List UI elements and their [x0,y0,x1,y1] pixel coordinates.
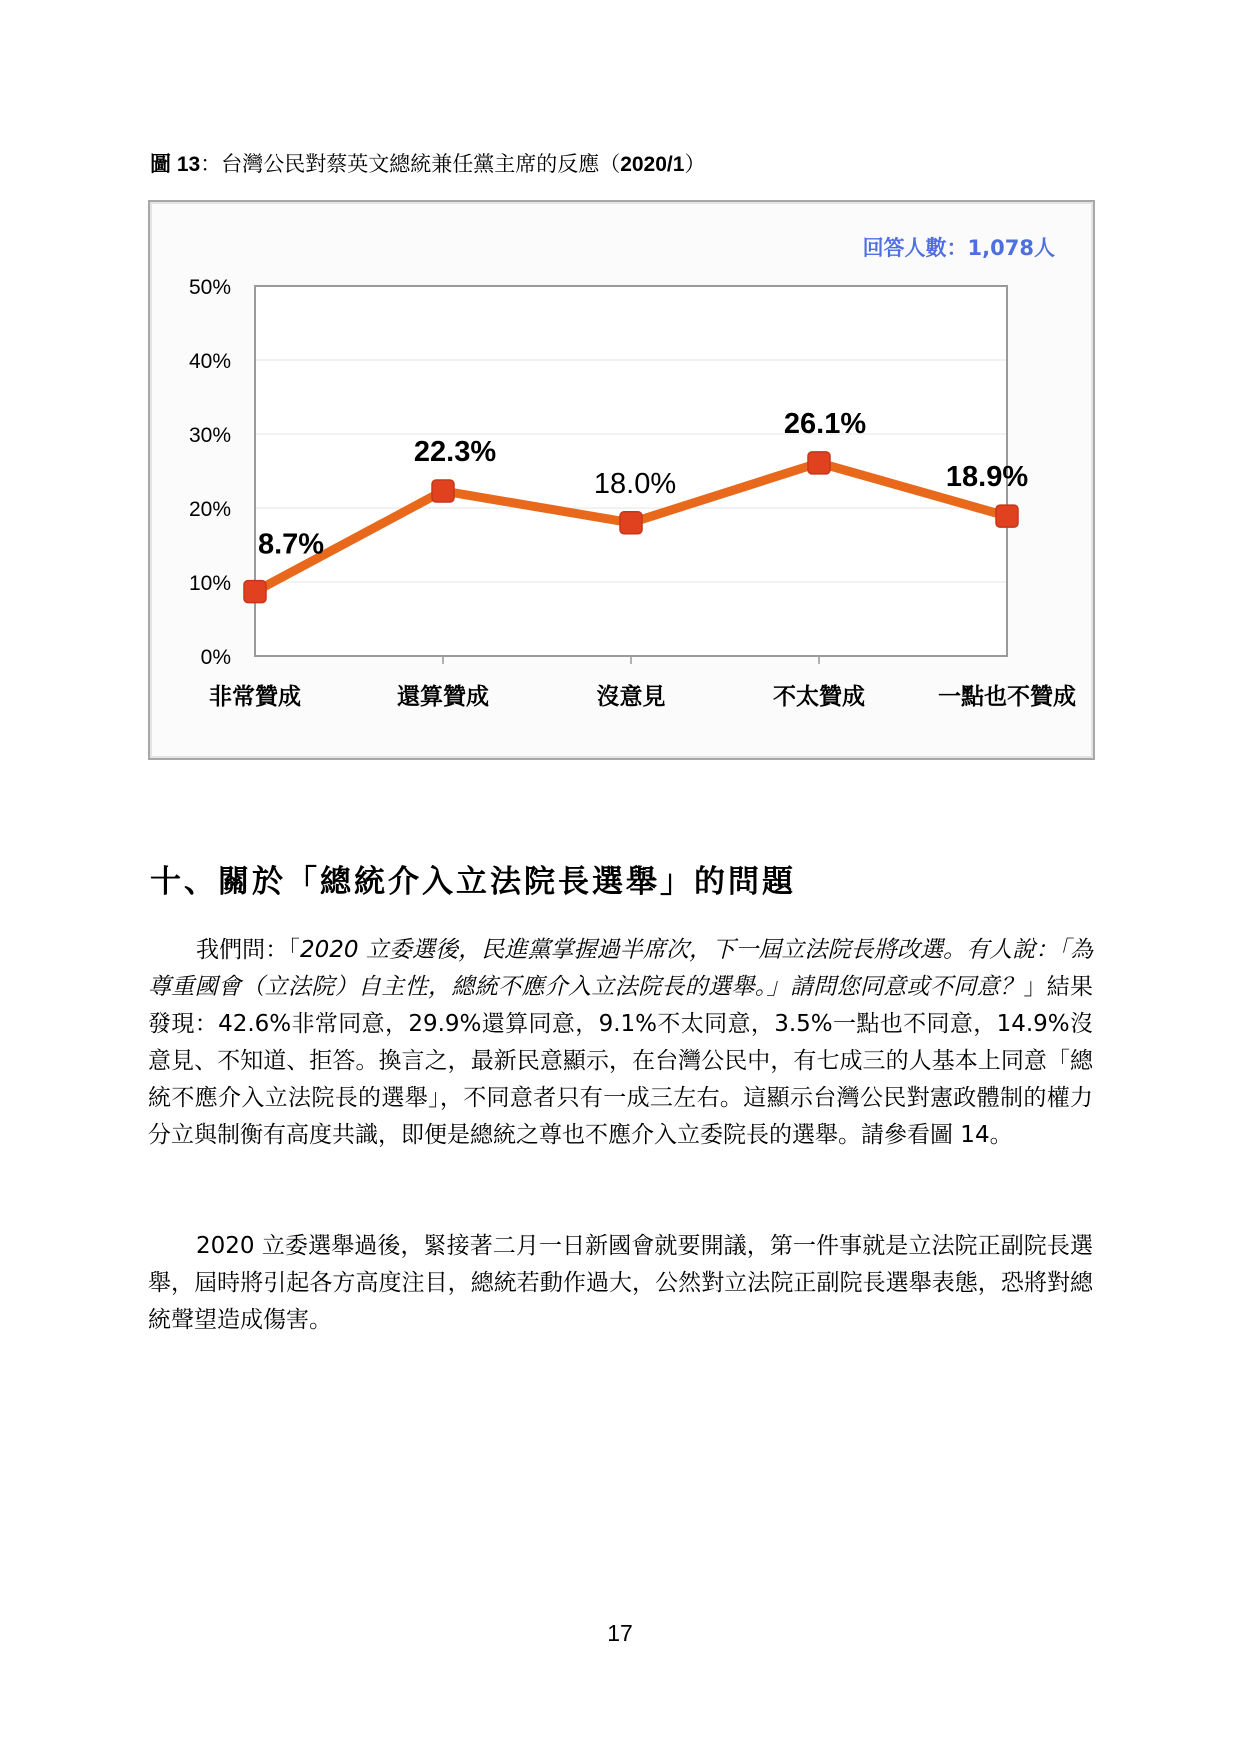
x-tick-label: 不太贊成 [773,684,865,710]
data-label: 18.0% [593,467,677,500]
paragraph-2: 2020 立委選舉過後，緊接著二月一日新國會就要開議，第一件事就是立法院正副院長選舉，屆時將引起各方高度注目，總統若動作過大，公然對立法院正副院長選舉表態，恐將對總統聲望造成傷害。 [148,1233,1093,1333]
y-tick-label: 10% [188,572,231,595]
x-tick-label: 非常贊成 [209,684,301,710]
paragraph-1-findings: 」結果發現：42.6%非常同意，29.9%還算同意，9.1%不太同意，3.5%一點也不同意，14.9%沒意見、不知道、拒答。換言之，最新民意顯示，在台灣公民中，有七成三的人基本上同意「總統不應介入立法院長的選舉」，不同意者只有一成三左右。這顯示台灣公民對憲政體制的權力分立與制衡有高度共識，即便是總統之尊也不應介入立委院長的選舉。請參看圖 14。 [148,974,1094,1148]
chart-frame [148,200,1095,760]
caption-text: 台灣公民對蔡英文總統兼任黨主席的反應（ [221,152,621,176]
data-label: 26.1% [783,407,867,440]
figure-label: 圖 13 [150,153,201,176]
respondent-count: 回答人數：1,078人 [862,236,1055,260]
page-number: 17 [607,1620,633,1646]
survey-question: 2020 立委選後，民進黨掌握過半席次，下一屆立法院長將改選。有人說：「為尊重國會（立法院）自主性，總統不應介入立法院長的選舉。」請問您同意或不同意？ [148,937,1093,1000]
y-tick-label: 40% [188,350,231,373]
data-point [996,505,1018,527]
x-tick-label: 還算贊成 [397,684,489,710]
section-title: 十、關於「總統介入立法院長選舉」的問題 [150,864,796,900]
line-chart [150,202,1093,758]
caption-date: 2020/1 [620,153,685,176]
data-point [244,581,266,603]
y-tick-label: 0% [200,646,231,669]
caption-separator: ： [200,152,222,176]
data-label: 8.7% [257,528,325,561]
x-tick-label: 一點也不贊成 [938,684,1076,710]
data-point [620,512,642,534]
y-tick-label: 20% [188,498,231,521]
x-tick-label: 沒意見 [596,684,666,710]
data-label: 22.3% [413,435,497,468]
caption-end: ） [684,152,706,176]
y-tick-label: 30% [188,424,231,447]
paragraph-1-lead: 我們問：「 [196,937,300,963]
y-tick-label: 50% [188,276,231,299]
paragraph-1 [148,932,1093,1154]
data-point [432,480,454,502]
data-label: 18.9% [945,461,1029,494]
figure-caption [150,148,705,178]
data-point [808,452,830,474]
